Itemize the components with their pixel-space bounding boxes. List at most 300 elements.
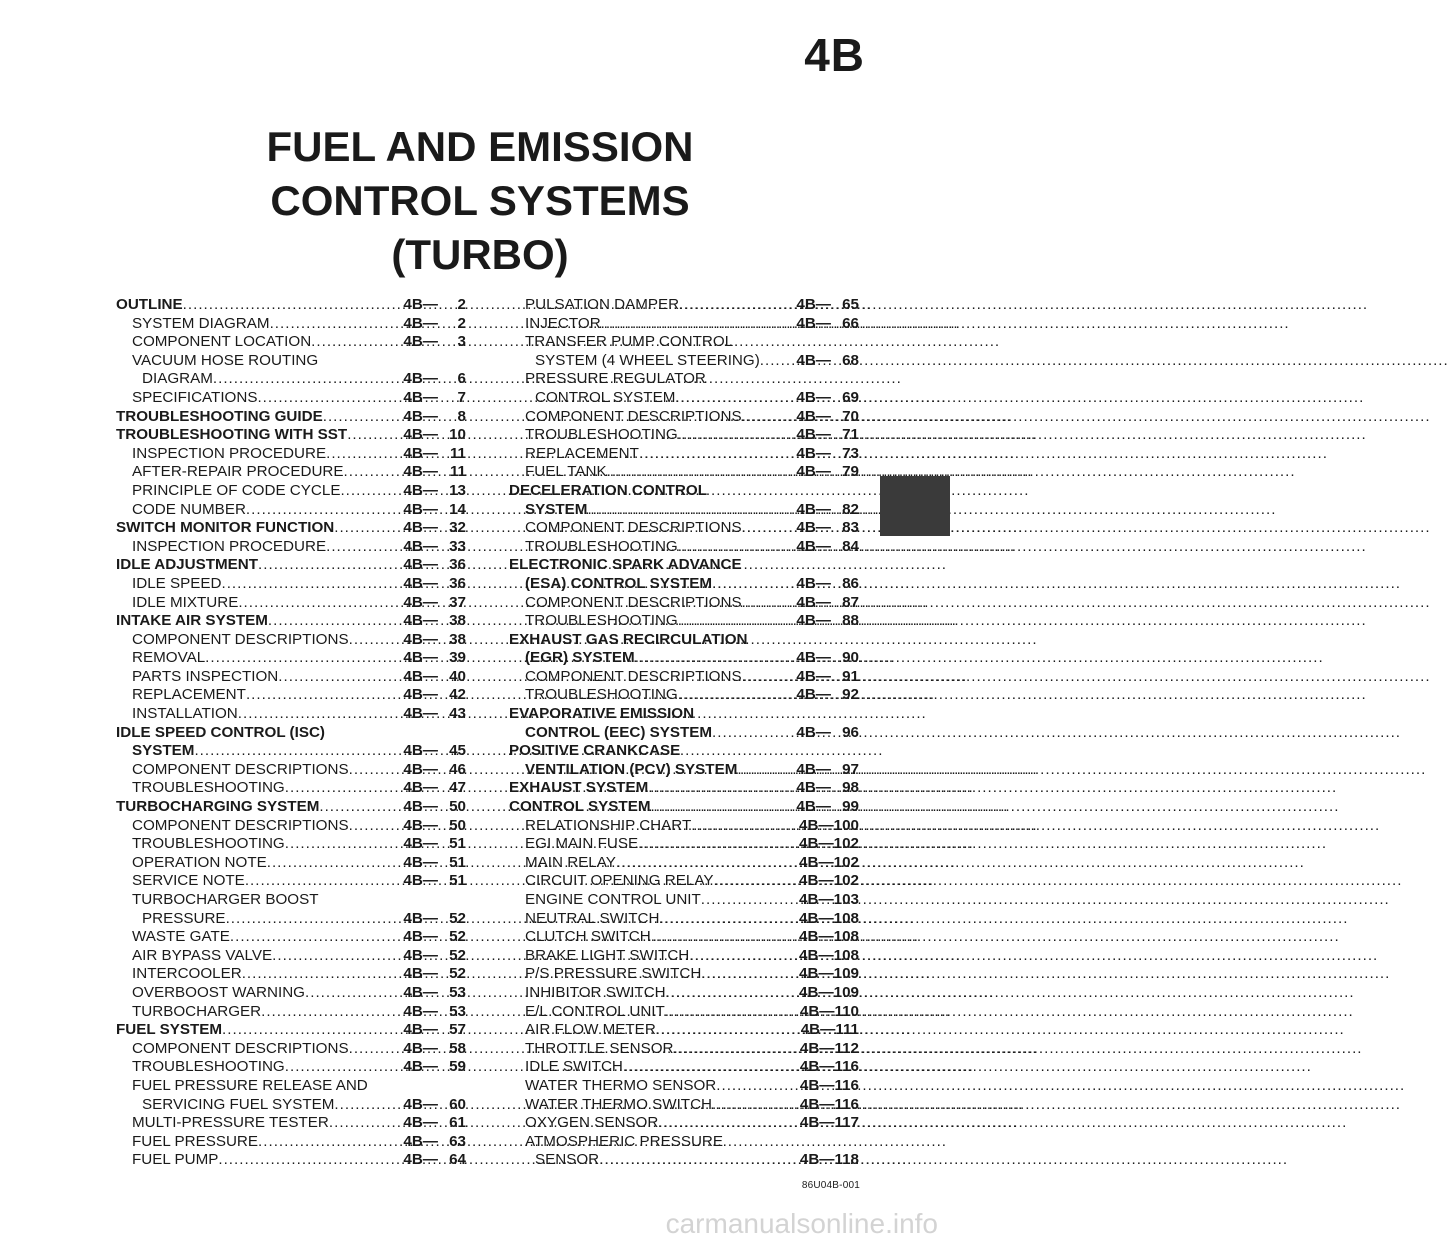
toc-page-number: 59 xyxy=(449,1058,466,1076)
toc-section-ref: 4B— xyxy=(796,519,831,537)
toc-page-number: 53 xyxy=(449,1002,466,1020)
toc-section-ref: 4B— xyxy=(796,296,831,313)
toc-page-number: 50 xyxy=(449,816,466,834)
toc-leader-dots xyxy=(267,854,402,873)
toc-leader-dots xyxy=(674,1040,798,1059)
toc-page-number: 10 xyxy=(449,426,466,444)
toc-entry-label: FUEL PUMP xyxy=(132,1151,219,1169)
toc-leader-dots xyxy=(691,817,797,836)
toc-section-ref: 4B— xyxy=(403,426,438,444)
toc-section-ref: 4B— xyxy=(403,798,438,816)
toc-section-ref: 4B—116 xyxy=(799,1076,859,1094)
toc-leader-dots xyxy=(226,910,402,929)
toc-entry-label: RELATIONSHIP CHART xyxy=(525,816,692,834)
toc-page-number: 97 xyxy=(842,760,859,778)
toc-entry[interactable] xyxy=(509,612,859,631)
toc-section-ref: 4B—102 xyxy=(799,872,859,890)
toc-heading: POSITIVE CRANKCASE xyxy=(509,742,681,760)
toc-entry-label: SERVICING FUEL SYSTEM xyxy=(142,1095,335,1113)
toc-entry[interactable] xyxy=(509,761,859,780)
toc-entry[interactable] xyxy=(509,724,859,743)
toc-heading: VACUUM HOSE ROUTING xyxy=(132,351,319,369)
toc-left-column xyxy=(116,296,466,1170)
toc-leader-dots xyxy=(349,817,402,836)
toc-entry-label: COMPONENT DESCRIPTIONS xyxy=(132,760,349,778)
toc-leader-dots xyxy=(659,910,797,929)
toc-entry-label: COMPONENT DESCRIPTIONS xyxy=(525,667,742,685)
toc-page-number: 83 xyxy=(842,519,859,537)
toc-entry[interactable] xyxy=(509,296,859,315)
toc-page-number: 3 xyxy=(457,333,466,351)
toc-entry[interactable] xyxy=(509,835,859,854)
toc-entry[interactable] xyxy=(116,872,466,891)
toc-page-number: 47 xyxy=(449,779,466,797)
toc-leader-dots xyxy=(716,1077,798,1096)
toc-entry-label: VENTILATION (PCV) SYSTEM xyxy=(525,760,738,778)
toc-page-number: 39 xyxy=(449,649,466,667)
toc-entry[interactable] xyxy=(509,501,859,520)
toc-entry[interactable] xyxy=(509,594,859,613)
toc-leader-dots xyxy=(278,668,401,687)
toc-leader-dots xyxy=(679,296,794,315)
toc-section-ref: 4B—103 xyxy=(799,891,859,908)
toc-heading: PRESSURE REGULATOR xyxy=(525,370,706,388)
toc-entry[interactable] xyxy=(509,798,859,817)
toc-section-ref: 4B— xyxy=(403,1058,438,1076)
toc-entry[interactable] xyxy=(116,965,466,984)
toc-entry[interactable] xyxy=(116,1151,466,1170)
toc-entry[interactable] xyxy=(509,686,859,705)
toc-leader-dots xyxy=(650,798,794,817)
toc-entry[interactable] xyxy=(509,649,859,668)
toc-leader-dots xyxy=(689,947,797,966)
toc-page-number: 58 xyxy=(449,1039,466,1057)
toc-entry-label: SYSTEM DIAGRAM xyxy=(132,314,270,332)
toc-entry[interactable] xyxy=(509,408,859,427)
toc-section-ref: 4B— xyxy=(796,500,831,518)
section-tab-marker xyxy=(880,476,950,536)
toc-entry[interactable] xyxy=(116,333,466,352)
toc-entry[interactable] xyxy=(509,445,859,464)
toc-section-ref: 4B— xyxy=(403,1021,438,1039)
toc-entry-label: TROUBLESHOOTING xyxy=(525,426,678,444)
toc-entry-label: TROUBLESHOOTING xyxy=(132,779,285,797)
toc-entry-label: SERVICE NOTE xyxy=(132,872,245,890)
toc-page-number: 79 xyxy=(842,463,859,481)
toc-entry-label: TROUBLESHOOTING WITH SST xyxy=(116,426,348,444)
toc-page-number: 11 xyxy=(449,463,466,481)
toc-entry-label: SYSTEM xyxy=(132,742,195,760)
toc-entry[interactable] xyxy=(116,426,466,445)
toc-section-ref: 4B— xyxy=(403,481,438,499)
toc-entry[interactable] xyxy=(509,1021,859,1040)
toc-section-ref: 4B— xyxy=(403,296,438,313)
toc-entry[interactable] xyxy=(509,779,859,798)
toc-entry-label: P/S PRESSURE SWITCH xyxy=(525,965,702,983)
toc-section-ref: 4B— xyxy=(796,760,831,778)
toc-section-ref: 4B— xyxy=(796,593,831,611)
toc-leader-dots xyxy=(329,1114,401,1133)
toc-entry-label: COMPONENT DESCRIPTIONS xyxy=(525,593,742,611)
toc-entry[interactable] xyxy=(116,389,466,408)
toc-entry[interactable] xyxy=(509,352,859,371)
toc-entry[interactable] xyxy=(116,370,466,389)
toc-entry[interactable] xyxy=(509,928,859,947)
toc-page-number: 11 xyxy=(449,444,466,462)
toc-entry-label: THROTTLE SENSOR xyxy=(525,1039,674,1057)
toc-entry-label: AIR BYPASS VALVE xyxy=(132,946,273,964)
toc-leader-dots xyxy=(194,742,401,761)
toc-page-number: 92 xyxy=(842,686,859,704)
toc-leader-dots xyxy=(665,1003,798,1022)
toc-leader-dots xyxy=(221,575,401,594)
toc-section-ref: 4B—108 xyxy=(799,909,859,927)
toc-entry[interactable] xyxy=(116,1040,466,1059)
toc-entry-label: INSPECTION PROCEDURE xyxy=(132,444,327,462)
toc-page-number: 6 xyxy=(457,370,466,388)
toc-entry[interactable] xyxy=(116,501,466,520)
toc-page-number: 73 xyxy=(842,444,859,462)
toc-entry[interactable] xyxy=(509,1040,859,1059)
toc-page-number: 82 xyxy=(842,500,859,518)
toc-leader-dots xyxy=(334,1096,401,1115)
toc-page-number: 51 xyxy=(449,872,466,890)
toc-leader-dots xyxy=(638,835,797,854)
toc-entry-label: COMPONENT DESCRIPTIONS xyxy=(525,407,742,425)
toc-section-ref: 4B—100 xyxy=(799,816,859,834)
toc-entry[interactable] xyxy=(509,1058,859,1077)
toc-leader-dots xyxy=(599,1151,798,1170)
toc-entry[interactable] xyxy=(509,1096,859,1115)
toc-section-ref: 4B— xyxy=(796,686,831,704)
toc-section-ref: 4B— xyxy=(403,853,438,871)
toc-page-number: 91 xyxy=(842,667,859,685)
toc-entry[interactable] xyxy=(116,1003,466,1022)
toc-section-ref: 4B— xyxy=(796,612,831,630)
toc-entry[interactable] xyxy=(116,556,466,575)
toc-page-number: 50 xyxy=(449,798,466,816)
toc-section-ref: 4B—118 xyxy=(799,1151,859,1169)
toc-section-ref: 4B— xyxy=(403,537,438,555)
toc-entry-label: REMOVAL xyxy=(132,649,206,667)
toc-entry[interactable] xyxy=(116,742,466,761)
toc-leader-dots xyxy=(712,724,794,743)
toc-entry-label: WATER THERMO SENSOR xyxy=(525,1076,717,1094)
toc-entry[interactable] xyxy=(116,835,466,854)
toc-entry-label: INJECTOR xyxy=(525,314,601,332)
toc-leader-dots xyxy=(246,686,401,705)
toc-section-ref: 4B—109 xyxy=(799,965,859,983)
toc-section-ref: 4B— xyxy=(403,816,438,834)
toc-entry[interactable] xyxy=(116,631,466,650)
toc-entry-label: INTAKE AIR SYSTEM xyxy=(116,612,268,630)
toc-section-ref: 4B— xyxy=(796,463,831,481)
page-title xyxy=(0,120,960,282)
toc-section-ref: 4B— xyxy=(403,630,438,648)
toc-entry[interactable] xyxy=(116,408,466,427)
toc-entry[interactable] xyxy=(116,928,466,947)
toc-page-number: 70 xyxy=(842,407,859,425)
toc-page-number: 45 xyxy=(449,742,466,760)
toc-entry-label: ENGINE CONTROL UNIT xyxy=(525,891,701,908)
toc-section-ref: 4B— xyxy=(403,1132,438,1150)
toc-page-number: 52 xyxy=(449,946,466,964)
toc-section-ref: 4B— xyxy=(403,407,438,425)
toc-heading: ATMOSPHERIC PRESSURE xyxy=(525,1132,724,1150)
toc-entry[interactable] xyxy=(509,463,859,482)
toc-entry[interactable] xyxy=(116,612,466,631)
toc-page-number: 43 xyxy=(449,705,466,723)
toc-page-number: 51 xyxy=(449,853,466,871)
toc-entry-label: FUEL SYSTEM xyxy=(116,1021,223,1039)
toc-leader-dots xyxy=(656,1021,799,1040)
toc-section-ref: 4B— xyxy=(403,779,438,797)
toc-entry[interactable] xyxy=(116,910,466,929)
toc-leader-dots xyxy=(326,445,401,464)
toc-leader-dots xyxy=(183,296,402,315)
toc-section-ref: 4B—112 xyxy=(799,1039,859,1057)
toc-entry[interactable] xyxy=(116,519,466,538)
toc-leader-dots xyxy=(742,668,795,687)
toc-entry[interactable] xyxy=(509,315,859,334)
toc-section-ref: 4B— xyxy=(403,463,438,481)
toc-leader-dots xyxy=(737,761,794,780)
toc-page-number: 37 xyxy=(449,593,466,611)
section-tag: 4B xyxy=(804,29,865,81)
toc-entry-label: AIR FLOW METER xyxy=(525,1021,656,1039)
toc-page-number: 36 xyxy=(449,574,466,592)
toc-entry-label: INSTALLATION xyxy=(132,705,238,723)
toc-entry[interactable] xyxy=(116,817,466,836)
toc-heading: FUEL PRESSURE RELEASE AND xyxy=(132,1076,368,1094)
toc-section-ref: 4B— xyxy=(796,351,831,369)
toc-entry-label: REPLACEMENT xyxy=(525,444,639,462)
toc-section-ref: 4B—109 xyxy=(799,983,859,1001)
toc-entry[interactable] xyxy=(116,1021,466,1040)
title-line-2: CONTROL SYSTEMS xyxy=(270,177,690,224)
toc-leader-dots xyxy=(639,445,794,464)
toc-page-number: 69 xyxy=(842,388,859,406)
toc-leader-dots xyxy=(678,426,795,445)
toc-entry[interactable] xyxy=(116,649,466,668)
toc-entry[interactable] xyxy=(509,891,859,910)
toc-leader-dots xyxy=(238,705,402,724)
toc-leader-dots xyxy=(344,463,402,482)
toc-entry-label: CONTROL SYSTEM xyxy=(535,388,676,406)
toc-section-ref: 4B— xyxy=(796,407,831,425)
toc-page-number: 40 xyxy=(449,667,466,685)
toc-heading: DECELERATION CONTROL xyxy=(509,481,707,499)
toc-entry-label: COMPONENT LOCATION xyxy=(132,333,312,351)
toc-entry[interactable] xyxy=(509,389,859,408)
toc-entry[interactable] xyxy=(116,1058,466,1077)
toc-leader-dots xyxy=(635,649,795,668)
toc-entry[interactable] xyxy=(116,594,466,613)
toc-entry[interactable] xyxy=(509,947,859,966)
toc-entry[interactable] xyxy=(509,519,859,538)
toc-entry-label: PRESSURE xyxy=(142,909,226,927)
toc-entry[interactable] xyxy=(116,463,466,482)
title-line-3: (TURBO) xyxy=(391,231,569,278)
toc-section-ref: 4B— xyxy=(403,667,438,685)
toc-entry[interactable] xyxy=(116,761,466,780)
toc-section-ref: 4B— xyxy=(403,612,438,630)
toc-entry[interactable] xyxy=(116,686,466,705)
toc-entry[interactable] xyxy=(116,575,466,594)
toc-entry-label: EXHAUST SYSTEM xyxy=(509,779,649,797)
toc-heading: IDLE SPEED CONTROL (ISC) xyxy=(116,723,325,741)
toc-page-number: 84 xyxy=(842,537,859,555)
toc-page-number: 46 xyxy=(449,760,466,778)
toc-entry[interactable] xyxy=(116,854,466,873)
toc-entry-label: E/L CONTROL UNIT xyxy=(525,1002,665,1020)
toc-entry[interactable] xyxy=(509,426,859,445)
toc-entry-label: IDLE SPEED xyxy=(132,574,222,592)
toc-leader-dots xyxy=(607,463,795,482)
toc-section-ref: 4B— xyxy=(796,798,831,816)
toc-entry-label: MULTI-PRESSURE TESTER xyxy=(132,1114,329,1132)
toc-entry[interactable] xyxy=(116,668,466,687)
toc-leader-dots xyxy=(258,556,401,575)
toc-entry-label: TROUBLESHOOTING xyxy=(132,835,285,853)
toc-entry-label: IDLE SWITCH xyxy=(525,1058,623,1076)
toc-section-ref: 4B— xyxy=(796,723,831,741)
toc-entry[interactable] xyxy=(509,668,859,687)
toc-entry[interactable] xyxy=(509,910,859,929)
toc-leader-dots xyxy=(285,1058,402,1077)
toc-page-number: 52 xyxy=(449,965,466,983)
toc-entry[interactable] xyxy=(509,984,859,1003)
toc-leader-dots xyxy=(701,965,797,984)
toc-entry[interactable] xyxy=(116,445,466,464)
title-line-1: FUEL AND EMISSION xyxy=(266,123,694,170)
toc-page-number: 57 xyxy=(449,1021,466,1039)
toc-leader-dots xyxy=(272,947,401,966)
toc-leader-dots xyxy=(349,761,402,780)
toc-entry-label: CONTROL (EEC) SYSTEM xyxy=(525,723,713,741)
toc-entry[interactable] xyxy=(116,1114,466,1133)
toc-entry[interactable] xyxy=(116,779,466,798)
toc-section-ref: 4B— xyxy=(796,537,831,555)
toc-entry[interactable] xyxy=(509,872,859,891)
toc-leader-dots xyxy=(658,1114,798,1133)
toc-entry-label: TURBOCHARGING SYSTEM xyxy=(116,798,320,816)
toc-entry[interactable] xyxy=(509,575,859,594)
toc-entry[interactable] xyxy=(116,1096,466,1115)
toc-section-ref: 4B— xyxy=(403,835,438,853)
toc-entry[interactable] xyxy=(116,984,466,1003)
toc-entry[interactable] xyxy=(116,296,466,315)
toc-leader-dots xyxy=(270,315,402,334)
toc-leader-dots xyxy=(648,779,794,798)
toc-section-ref: 4B— xyxy=(403,742,438,760)
toc-leader-dots xyxy=(616,854,797,873)
toc-leader-dots xyxy=(742,594,795,613)
toc-entry[interactable] xyxy=(509,538,859,557)
toc-section-ref: 4B— xyxy=(403,1095,438,1113)
toc-page-number: 88 xyxy=(842,612,859,630)
toc-leader-dots xyxy=(285,835,402,854)
toc-leader-dots xyxy=(319,798,401,817)
toc-right-column xyxy=(509,296,859,1170)
toc-entry[interactable] xyxy=(116,798,466,817)
toc-heading: EVAPORATIVE EMISSION xyxy=(509,705,695,723)
toc-entry-label: PRINCIPLE OF CODE CYCLE xyxy=(132,481,341,499)
toc-entry-label: SYSTEM (4 WHEEL STEERING) xyxy=(535,351,760,369)
toc-page-number: 60 xyxy=(449,1095,466,1113)
toc-entry[interactable] xyxy=(116,482,466,501)
toc-page-number: 13 xyxy=(449,481,466,499)
toc-leader-dots xyxy=(712,1096,798,1115)
toc-entry-label: SYSTEM xyxy=(525,500,588,518)
toc-leader-dots xyxy=(213,370,402,389)
toc-entry-label: EGI MAIN FUSE xyxy=(525,835,639,853)
toc-section-ref: 4B—111 xyxy=(800,1021,859,1039)
toc-entry[interactable] xyxy=(116,538,466,557)
toc-page-number: 2 xyxy=(457,314,466,332)
toc-leader-dots xyxy=(257,389,401,408)
toc-page-number: 87 xyxy=(842,593,859,611)
toc-entry[interactable] xyxy=(116,705,466,724)
toc-entry[interactable] xyxy=(116,947,466,966)
toc-section-ref: 4B— xyxy=(403,649,438,667)
toc-entry-label: TURBOCHARGER xyxy=(132,1002,262,1020)
watermark: carmanualsonline.info xyxy=(665,1208,938,1239)
toc-entry-label: NEUTRAL SWITCH xyxy=(525,909,660,927)
toc-leader-dots xyxy=(678,538,795,557)
toc-leader-dots xyxy=(742,519,795,538)
toc-entry-label: PARTS INSPECTION xyxy=(132,667,279,685)
toc-page-number: 90 xyxy=(842,649,859,667)
toc-section-ref: 4B— xyxy=(403,314,438,332)
toc-leader-dots xyxy=(623,1058,798,1077)
toc-leader-dots xyxy=(326,538,401,557)
toc-section-ref: 4B— xyxy=(796,667,831,685)
toc-section-ref: 4B— xyxy=(403,519,438,537)
toc-page-number: 38 xyxy=(449,612,466,630)
toc-entry[interactable] xyxy=(509,965,859,984)
figure-ref-code: 86U04B-001 xyxy=(801,1180,860,1191)
toc-entry[interactable] xyxy=(509,854,859,873)
toc-page-number: 51 xyxy=(449,835,466,853)
toc-leader-dots xyxy=(675,389,794,408)
toc-entry[interactable] xyxy=(509,1077,859,1096)
toc-entry-label: IDLE MIXTURE xyxy=(132,593,239,611)
toc-entry-label: COMPONENT DESCRIPTIONS xyxy=(525,519,742,537)
toc-section-ref: 4B— xyxy=(796,574,831,592)
toc-section-ref: 4B— xyxy=(403,686,438,704)
toc-section-ref: 4B—116 xyxy=(799,1095,859,1113)
toc-entry[interactable] xyxy=(116,1133,466,1152)
toc-section-ref: 4B— xyxy=(403,705,438,723)
toc-entry[interactable] xyxy=(509,1151,859,1170)
toc-leader-dots xyxy=(334,519,401,538)
toc-leader-dots xyxy=(311,333,401,352)
toc-section-ref: 4B— xyxy=(403,983,438,1001)
toc-entry[interactable] xyxy=(509,1003,859,1022)
toc-page-number: 32 xyxy=(449,519,466,537)
toc-section-ref: 4B— xyxy=(403,574,438,592)
toc-entry[interactable] xyxy=(116,315,466,334)
toc-page-number: 71 xyxy=(842,426,859,444)
toc-entry-label: INHIBITOR SWITCH xyxy=(525,983,666,1001)
toc-entry-label: COMPONENT DESCRIPTIONS xyxy=(132,630,349,648)
toc-page-number: 8 xyxy=(457,407,466,425)
toc-entry[interactable] xyxy=(509,1114,859,1133)
toc-page-number: 66 xyxy=(842,314,859,332)
toc-entry[interactable] xyxy=(509,817,859,836)
toc-entry-label: DIAGRAM xyxy=(142,370,213,388)
